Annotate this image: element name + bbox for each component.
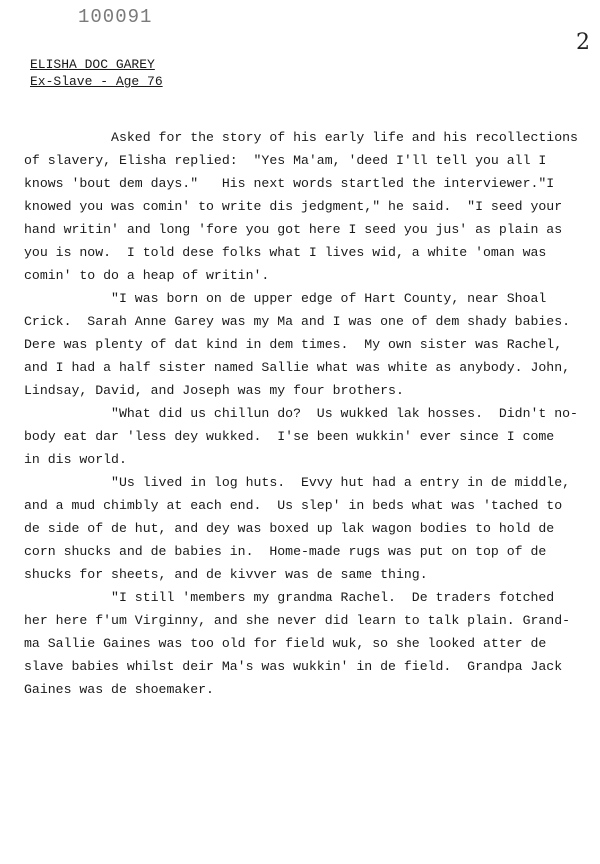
text-line: you is now. I told dese folks what I lives wid, a white 'oman was (24, 245, 547, 260)
text-line: "Us lived in log huts. Evvy hut had a entry in de middle, (24, 475, 571, 490)
text-line: and I had a half sister named Sallie what was white as anybody. John, (24, 360, 571, 375)
text-line: knowed you was comin' to write dis jedgment," he said. "I seed your (24, 199, 563, 214)
text-line: Lindsay, David, and Joseph was my four brothers. (24, 383, 404, 398)
text-line: her here f'um Virginny, and she never did learn to talk plain. Grand- (24, 613, 571, 628)
paragraph (24, 126, 580, 287)
text-line: Gaines was de shoemaker. (24, 682, 214, 697)
text-line: hand writin' and long 'fore you got here I seed you jus' as plain as (24, 222, 563, 237)
paragraph (24, 402, 580, 471)
text-line: "What did us chillun do? Us wukked lak hosses. Didn't no- (24, 406, 578, 421)
text-line: corn shucks and de babies in. Home-made rugs was put on top of de (24, 544, 547, 559)
text-line: "I was born on de upper edge of Hart County, near Shoal (24, 291, 547, 306)
text-line: slave babies whilst deir Ma's was wukkin' in de field. Grandpa Jack (24, 659, 563, 674)
text-line: shucks for sheets, and de kivver was de same thing. (24, 567, 428, 582)
paragraph (24, 287, 580, 402)
text-line: of slavery, Elisha replied: "Yes Ma'am, 'deed I'll tell you all I (24, 153, 547, 168)
text-line: Dere was plenty of dat kind in dem times. My own sister was Rachel, (24, 337, 563, 352)
text-line: comin' to do a heap of writin'. (24, 268, 270, 283)
text-line: body eat dar 'less dey wukked. I'se been wukkin' ever since I come (24, 429, 555, 444)
text-line: Crick. Sarah Anne Garey was my Ma and I was one of dem shady babies. (24, 314, 571, 329)
text-line: in dis world. (24, 452, 127, 467)
subject-subtitle: Ex-Slave - Age 76 (30, 74, 163, 89)
page-number: 2 (576, 30, 590, 55)
paragraph (24, 471, 580, 586)
archive-stamp-number: 100091 (78, 6, 153, 28)
paragraph (24, 586, 580, 701)
text-line: "I still 'members my grandma Rachel. De traders fotched (24, 590, 555, 605)
text-line: ma Sallie Gaines was too old for field wuk, so she looked atter de (24, 636, 547, 651)
text-line: de side of de hut, and dey was boxed up lak wagon bodies to hold de (24, 521, 555, 536)
document-body (24, 126, 580, 701)
text-line: knows 'bout dem days." His next words startled the interviewer."I (24, 176, 555, 191)
subject-name: ELISHA DOC GAREY (30, 57, 155, 72)
text-line: Asked for the story of his early life and his recollections (24, 130, 578, 145)
text-line: and a mud chimbly at each end. Us slep' in beds what was 'tached to (24, 498, 563, 513)
